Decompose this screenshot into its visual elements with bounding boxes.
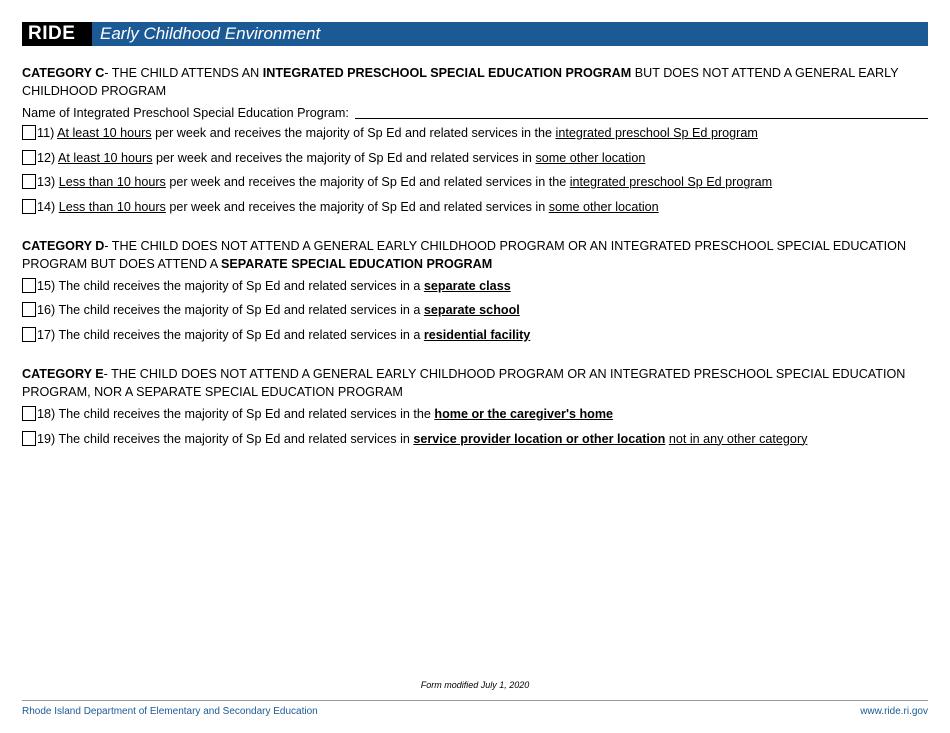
option-14 (22, 198, 928, 223)
program-name-label: Name of Integrated Preschool Special Education Program: (22, 106, 349, 120)
category-e-heading: CATEGORY E- THE CHILD DOES NOT ATTEND A GENERAL EARLY CHILDHOOD PROGRAM OR AN INTEGRATED PRESCHOOL SPECIAL EDUCATION PROGRAM, NOR A SEPARATE SPECIAL EDUCATION PROGRAM (22, 366, 906, 399)
option-16-label: 16) The child receives the majority of Sp Ed and related services in a separate school (37, 303, 520, 318)
option-18-checkbox[interactable] (22, 406, 36, 421)
program-name-line (22, 104, 928, 122)
option-17 (22, 326, 928, 351)
form-modified-date: Form modified July 1, 2020 (420, 680, 530, 690)
option-14-label: 14) Less than 10 hours per week and receives the majority of Sp Ed and related services in some other location (37, 200, 659, 215)
option-15 (22, 277, 928, 302)
category-c-heading: CATEGORY C- THE CHILD ATTENDS AN INTEGRATED PRESCHOOL SPECIAL EDUCATION PROGRAM BUT DOES NOT ATTEND A GENERAL EARLY CHILDHOOD PROGRAM (22, 66, 899, 98)
option-17-checkbox[interactable] (22, 327, 36, 342)
option-15-checkbox[interactable] (22, 278, 36, 293)
form-content (22, 64, 928, 454)
footer-organization: Rhode Island Department of Elementary and Secondary Education (22, 706, 318, 717)
option-18 (22, 405, 928, 430)
option-16 (22, 301, 928, 326)
option-11-checkbox[interactable] (22, 125, 36, 140)
page-title: Early Childhood Environment (100, 24, 321, 43)
option-18-label: 18) The child receives the majority of Sp Ed and related services in the home or the caregiver's home (37, 406, 614, 421)
footer-website-link[interactable]: www.ride.ri.gov (860, 706, 928, 717)
option-13-label: 13) Less than 10 hours per week and receives the majority of Sp Ed and related services in the integrated preschool Sp Ed program (37, 175, 773, 190)
category-d-heading: CATEGORY D- THE CHILD DOES NOT ATTEND A GENERAL EARLY CHILDHOOD PROGRAM OR AN INTEGRATED PRESCHOOL SPECIAL EDUCATION PROGRAM BUT DOES ATTEND A SEPARATE SPECIAL EDUCATION PROGRAM (22, 238, 907, 271)
option-13-checkbox[interactable] (22, 174, 36, 189)
option-12 (22, 149, 928, 174)
option-19-checkbox[interactable] (22, 431, 36, 446)
program-name-field[interactable] (355, 104, 928, 119)
option-19-label: 19) The child receives the majority of Sp Ed and related services in service provider location or other location not in any other category (37, 431, 808, 446)
option-19 (22, 430, 928, 455)
option-13 (22, 173, 928, 198)
option-17-label: 17) The child receives the majority of Sp Ed and related services in a residential facility (37, 328, 531, 343)
option-15-label: 15) The child receives the majority of Sp Ed and related services in a separate class (37, 278, 511, 293)
option-12-checkbox[interactable] (22, 150, 36, 165)
option-14-checkbox[interactable] (22, 199, 36, 214)
option-11 (22, 124, 928, 149)
header-bar (22, 22, 928, 46)
option-16-checkbox[interactable] (22, 302, 36, 317)
ride-logo: RIDE (22, 22, 92, 46)
option-12-label: 12) At least 10 hours per week and receives the majority of Sp Ed and related services in some other location (37, 150, 646, 165)
option-11-label: 11) At least 10 hours per week and receives the majority of Sp Ed and related services in the integrated preschool Sp Ed program (37, 126, 758, 140)
footer-divider (22, 700, 928, 701)
